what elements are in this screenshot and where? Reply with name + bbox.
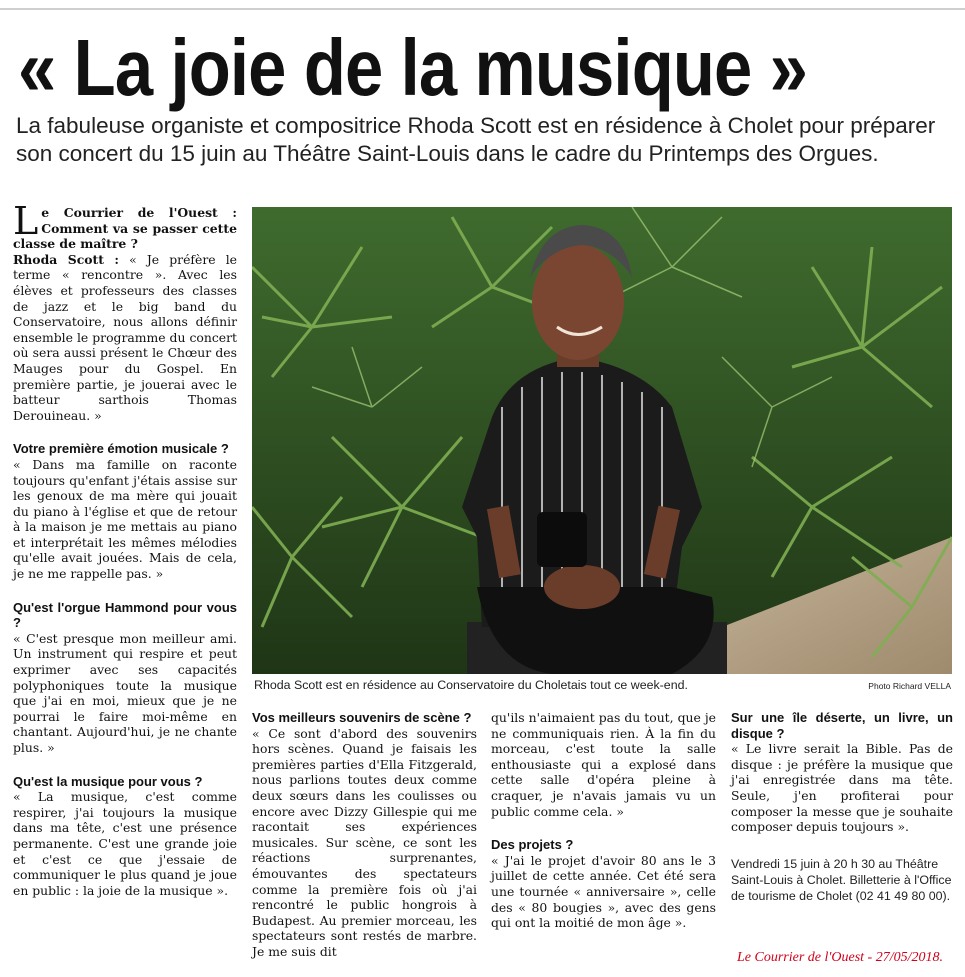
subheadline: La fabuleuse organiste et compositrice Rhoda Scott est en résidence à Cholet pour préparer son concert du 15 juin au Théâtre Saint-Louis dans le cadre du Printemps des Orgues.: [16, 113, 936, 166]
column-4: [731, 710, 953, 835]
answer-projets: « J'ai le projet d'avoir 80 ans le 3 juillet de cette année. Cet été sera une tournée « anniversaire », celle des « 80 bougies », avec des gens qui ont la moitié de mon âge ».: [491, 852, 716, 931]
answer-souvenirs-continued: qu'ils n'aimaient pas du tout, que je ne communiquais rien. À la fin du morceau, c'est toute la salle enthousiaste qui a explosé dans cette salle d'opéra pleine à craquer, je n'avais jamais vu un public comme cela. »: [491, 710, 716, 819]
photo-caption: Rhoda Scott est en résidence au Conservatoire du Choletais tout ce week-end.: [254, 678, 688, 692]
answer-souvenirs: « Ce sont d'abord des souvenirs hors scènes. Quand je faisais les premières parties d'Ella Fitzgerald, nous parlions toutes deux comme deux sœurs dans les coulisses ou encore avec Dizzy Gillespie qui me racontait ses expériences musicales. Sur scène, ce sont les réactions surprenantes, émouvantes des spectateurs comme la première fois où j'ai rencontré le public hongrois à Budapest. Au premier morceau, les spectateurs sont restés de marbre. Je me suis dit: [252, 725, 477, 959]
column-1: [13, 199, 237, 898]
column-2: [252, 710, 477, 960]
answer-3: « C'est presque mon meilleur ami. Un instrument qui respire et peut exprimer avec ses capacités polyphoniques toute la musique que j'ai en moi, mieux que je ne pourrai le faire moi-même en chantant. Aujourd'hui, je ne chante plus. »: [13, 630, 237, 755]
answer-1: « Je préfère le terme « rencontre ». Avec les élèves et professeurs des classes de jazz et le big band du Conservatoire, nous allons définir ensemble le programme du concert où sera aussi présent le Chœur des Mauges pour du Gospel. En première partie, je jouerai avec le batteur sarthois Thomas Derouineau. »: [13, 251, 237, 423]
question-3: Qu'est l'orgue Hammond pour vous ?: [13, 599, 237, 631]
source-citation: Le Courrier de l'Ouest - 27/05/2018.: [737, 950, 943, 965]
top-rule: [0, 8, 965, 10]
portrait-photo: [252, 207, 952, 674]
column-3: [491, 710, 716, 931]
answer-4: « La musique, c'est comme respirer, j'ai toujours la musique dans ma tête, c'est une présence permanente. C'est une grande joie et c'est ce que j'essaie de communiquer le plus quand je joue en public : la joie de la musique ».: [13, 789, 237, 898]
question-ile-deserte: Sur une île déserte, un livre, un disque ?: [731, 710, 953, 741]
question-projets: Des projets ?: [491, 837, 574, 853]
headline: « La joie de la musique »: [18, 23, 808, 112]
intro-question-paragraph: [13, 199, 237, 423]
drop-cap: L: [13, 199, 39, 243]
palm-garden-illustration: [252, 207, 952, 674]
question-souvenirs: Vos meilleurs souvenirs de scène ?: [252, 710, 472, 725]
speaker-label: Rhoda Scott :: [13, 251, 120, 267]
photo-credit: Photo Richard VELLA: [868, 681, 951, 691]
intro-question: e Courrier de l'Ouest : Comment va se passer cette classe de maître ?: [13, 205, 237, 252]
answer-ile-deserte: « Le livre serait la Bible. Pas de disque : je préfère la musique que j'ai enregistrée dans ma tête. Seule, j'en profiterai pour composer la messe que je souhaite composer depuis toujours ».: [731, 741, 953, 835]
question-2: Votre première émotion musicale ?: [13, 441, 229, 457]
answer-2: « Dans ma famille on raconte toujours qu'enfant j'étais assise sur les genoux de ma mère qui jouait du piano à l'église et que de retour à la maison je me mettais au piano et interprétait les mêmes mélodies qu'elle avait jouées. Mais de cela, je ne me rappelle pas. »: [13, 456, 237, 582]
question-4: Qu'est la musique pour vous ?: [13, 773, 203, 789]
concert-info: Vendredi 15 juin à 20 h 30 au Théâtre Saint-Louis à Cholet. Billetterie à l'Office de tourisme de Cholet (02 41 49 80 00).: [731, 857, 952, 903]
